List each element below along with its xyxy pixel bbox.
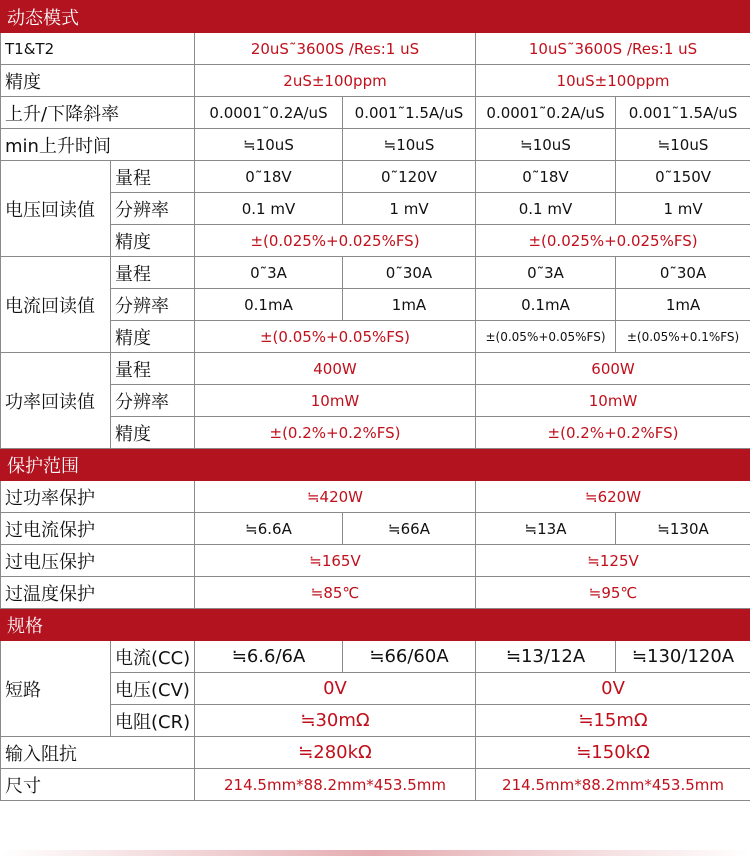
row-label: 尺寸: [1, 769, 195, 801]
row-voltage-accuracy: [1, 225, 750, 257]
value-cell: ≒130A: [616, 513, 750, 545]
value-cell: ≒85℃: [195, 577, 476, 609]
row-accuracy: [1, 65, 750, 97]
sub-label: 量程: [111, 353, 195, 385]
sub-label: 分辨率: [111, 193, 195, 225]
value-cell: ≒66/60A: [343, 641, 476, 673]
value-cell: 0˜18V: [195, 161, 343, 193]
row-current-resolution: [1, 289, 750, 321]
value-cell: 0˜120V: [343, 161, 476, 193]
value-cell: 10mW: [195, 385, 476, 417]
group-label-short-circuit: 短路: [1, 641, 111, 737]
value-cell: 0.0001˜0.2A/uS: [476, 97, 616, 129]
value-cell: 214.5mm*88.2mm*453.5mm: [476, 769, 750, 801]
row-short-cc: [1, 641, 750, 673]
value-cell: ≒66A: [343, 513, 476, 545]
row-label: 过电流保护: [1, 513, 195, 545]
value-cell: 0.1mA: [195, 289, 343, 321]
row-dimensions: [1, 769, 750, 801]
sub-label: 精度: [111, 321, 195, 353]
value-cell: ≒420W: [195, 481, 476, 513]
row-over-voltage: [1, 545, 750, 577]
value-cell: 0˜3A: [195, 257, 343, 289]
group-label-current-readback: 电流回读值: [1, 257, 111, 353]
sub-label: 电阻(CR): [111, 705, 195, 737]
row-label: 上升/下降斜率: [1, 97, 195, 129]
value-cell: ≒13/12A: [476, 641, 616, 673]
value-cell: 0.001˜1.5A/uS: [343, 97, 476, 129]
row-over-power: [1, 481, 750, 513]
value-cell: 20uS˜3600S /Res:1 uS: [195, 33, 476, 65]
value-cell: ±(0.2%+0.2%FS): [195, 417, 476, 449]
row-label: 过电压保护: [1, 545, 195, 577]
value-cell: 0˜30A: [616, 257, 750, 289]
value-cell: ≒6.6/6A: [195, 641, 343, 673]
value-cell: ≒30mΩ: [195, 705, 476, 737]
value-cell: 0.1 mV: [476, 193, 616, 225]
value-cell: ≒10uS: [343, 129, 476, 161]
value-cell: ±(0.05%+0.05%FS): [195, 321, 476, 353]
value-cell: 0.001˜1.5A/uS: [616, 97, 750, 129]
sub-label: 精度: [111, 225, 195, 257]
value-cell: 214.5mm*88.2mm*453.5mm: [195, 769, 476, 801]
value-cell: 0.1 mV: [195, 193, 343, 225]
sub-label: 量程: [111, 257, 195, 289]
row-label: 过温度保护: [1, 577, 195, 609]
row-current-accuracy: [1, 321, 750, 353]
value-cell: ±(0.025%+0.025%FS): [476, 225, 750, 257]
value-cell: 0˜30A: [343, 257, 476, 289]
row-voltage-resolution: [1, 193, 750, 225]
sub-label: 电流(CC): [111, 641, 195, 673]
value-cell: ≒10uS: [476, 129, 616, 161]
row-label: 过功率保护: [1, 481, 195, 513]
value-cell: 0˜3A: [476, 257, 616, 289]
row-power-resolution: [1, 385, 750, 417]
value-cell: 2uS±100ppm: [195, 65, 476, 97]
value-cell: ≒280kΩ: [195, 737, 476, 769]
sub-label: 分辨率: [111, 289, 195, 321]
row-power-range: [1, 353, 750, 385]
row-voltage-range: [1, 161, 750, 193]
row-label: 输入阻抗: [1, 737, 195, 769]
value-cell: ≒165V: [195, 545, 476, 577]
sub-label: 分辨率: [111, 385, 195, 417]
value-cell: 400W: [195, 353, 476, 385]
value-cell: ±(0.05%+0.1%FS): [616, 321, 750, 353]
group-label-power-readback: 功率回读值: [1, 353, 111, 449]
value-cell: ≒13A: [476, 513, 616, 545]
value-cell: ≒10uS: [195, 129, 343, 161]
row-min-rise-time: [1, 129, 750, 161]
row-label: min上升时间: [1, 129, 195, 161]
value-cell: 0V: [476, 673, 750, 705]
value-cell: ≒6.6A: [195, 513, 343, 545]
sub-label: 量程: [111, 161, 195, 193]
value-cell: 0˜150V: [616, 161, 750, 193]
value-cell: 10uS±100ppm: [476, 65, 750, 97]
row-over-temperature: [1, 577, 750, 609]
sub-label: 精度: [111, 417, 195, 449]
value-cell: 600W: [476, 353, 750, 385]
value-cell: ±(0.05%+0.05%FS): [476, 321, 616, 353]
value-cell: ≒125V: [476, 545, 750, 577]
value-cell: 0.1mA: [476, 289, 616, 321]
value-cell: 0.0001˜0.2A/uS: [195, 97, 343, 129]
row-input-impedance: [1, 737, 750, 769]
row-label: T1&T2: [1, 33, 195, 65]
value-cell: ≒15mΩ: [476, 705, 750, 737]
value-cell: 1 mV: [343, 193, 476, 225]
value-cell: ≒150kΩ: [476, 737, 750, 769]
value-cell: ≒95℃: [476, 577, 750, 609]
section-header-protection: 保护范围: [1, 449, 750, 481]
section-header-spec: 规格: [1, 609, 750, 641]
value-cell: ±(0.025%+0.025%FS): [195, 225, 476, 257]
value-cell: ≒620W: [476, 481, 750, 513]
value-cell: 10mW: [476, 385, 750, 417]
value-cell: ≒130/120A: [616, 641, 750, 673]
bottom-divider: [0, 850, 750, 856]
row-over-current: [1, 513, 750, 545]
value-cell: 1mA: [616, 289, 750, 321]
row-short-cv: [1, 673, 750, 705]
value-cell: 0V: [195, 673, 476, 705]
row-slew-rate: [1, 97, 750, 129]
value-cell: ±(0.2%+0.2%FS): [476, 417, 750, 449]
row-current-range: [1, 257, 750, 289]
sub-label: 电压(CV): [111, 673, 195, 705]
row-label: 精度: [1, 65, 195, 97]
value-cell: 10uS˜3600S /Res:1 uS: [476, 33, 750, 65]
row-power-accuracy: [1, 417, 750, 449]
row-t1t2: [1, 33, 750, 65]
row-short-cr: [1, 705, 750, 737]
section-header-dynamic: 动态模式: [1, 1, 750, 33]
value-cell: 1 mV: [616, 193, 750, 225]
value-cell: 0˜18V: [476, 161, 616, 193]
group-label-voltage-readback: 电压回读值: [1, 161, 111, 257]
value-cell: ≒10uS: [616, 129, 750, 161]
value-cell: 1mA: [343, 289, 476, 321]
